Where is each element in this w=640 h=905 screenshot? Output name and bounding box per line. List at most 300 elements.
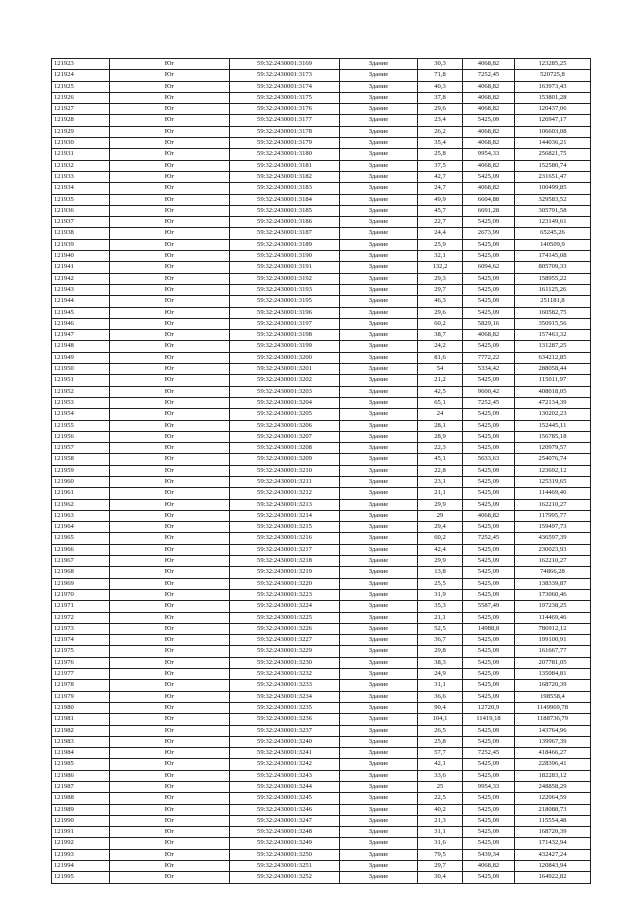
region-cell: Юг bbox=[110, 838, 230, 849]
region-cell: Юг bbox=[110, 352, 230, 363]
cadastral-value-cell: 100499,85 bbox=[515, 183, 591, 194]
cadastral-number-cell: 59:32:2430001:3180 bbox=[230, 149, 340, 160]
table-row bbox=[52, 510, 591, 521]
row-number-cell: 121960 bbox=[52, 476, 110, 487]
cadastral-number-cell: 59:32:2430001:3240 bbox=[230, 736, 340, 747]
table-row bbox=[52, 736, 591, 747]
cadastral-value-cell: 218088,73 bbox=[515, 804, 591, 815]
cadastral-number-cell: 59:32:2430001:3195 bbox=[230, 296, 340, 307]
object-type-cell: Здание bbox=[340, 251, 418, 262]
cadastral-value-cell: 162210,27 bbox=[515, 556, 591, 567]
region-cell: Юг bbox=[110, 397, 230, 408]
object-type-cell: Здание bbox=[340, 827, 418, 838]
area-cell: 21,3 bbox=[418, 815, 463, 826]
row-number-cell: 121963 bbox=[52, 510, 110, 521]
row-number-cell: 121976 bbox=[52, 657, 110, 668]
region-cell: Юг bbox=[110, 115, 230, 126]
region-cell: Юг bbox=[110, 138, 230, 149]
region-cell: Юг bbox=[110, 59, 230, 70]
area-cell: 31,9 bbox=[418, 589, 463, 600]
cadastral-value-cell: 153801,28 bbox=[515, 92, 591, 103]
area-cell: 21,1 bbox=[418, 488, 463, 499]
cadastral-number-cell: 59:32:2430001:3216 bbox=[230, 533, 340, 544]
cadastral-value-cell: 231651,47 bbox=[515, 171, 591, 182]
region-cell: Юг bbox=[110, 205, 230, 216]
cadastral-value-cell: 230023,93 bbox=[515, 544, 591, 555]
object-type-cell: Здание bbox=[340, 239, 418, 250]
area-cell: 29,7 bbox=[418, 861, 463, 872]
rate-cell: 7772,22 bbox=[463, 352, 515, 363]
object-type-cell: Здание bbox=[340, 375, 418, 386]
cadastral-value-cell: 157463,32 bbox=[515, 330, 591, 341]
area-cell: 104,1 bbox=[418, 714, 463, 725]
table-row bbox=[52, 601, 591, 612]
table-row bbox=[52, 533, 591, 544]
cadastral-value-cell: 117995,77 bbox=[515, 510, 591, 521]
row-number-cell: 121924 bbox=[52, 70, 110, 81]
region-cell: Юг bbox=[110, 160, 230, 171]
row-number-cell: 121927 bbox=[52, 104, 110, 115]
table-row bbox=[52, 171, 591, 182]
region-cell: Юг bbox=[110, 691, 230, 702]
object-type-cell: Здание bbox=[340, 601, 418, 612]
cadastral-number-cell: 59:32:2430001:3212 bbox=[230, 488, 340, 499]
cadastral-number-cell: 59:32:2430001:3226 bbox=[230, 623, 340, 634]
rate-cell: 5633,63 bbox=[463, 454, 515, 465]
row-number-cell: 121979 bbox=[52, 691, 110, 702]
table-row bbox=[52, 375, 591, 386]
object-type-cell: Здание bbox=[340, 872, 418, 883]
rate-cell: 4068,82 bbox=[463, 92, 515, 103]
area-cell: 49,9 bbox=[418, 194, 463, 205]
cadastral-number-cell: 59:32:2430001:3250 bbox=[230, 849, 340, 860]
cadastral-number-cell: 59:32:2430001:3193 bbox=[230, 284, 340, 295]
row-number-cell: 121986 bbox=[52, 770, 110, 781]
rate-cell: 4068,82 bbox=[463, 330, 515, 341]
table-row bbox=[52, 522, 591, 533]
rate-cell: 4068,82 bbox=[463, 138, 515, 149]
rate-cell: 5425,09 bbox=[463, 578, 515, 589]
area-cell: 40,3 bbox=[418, 81, 463, 92]
area-cell: 26,5 bbox=[418, 725, 463, 736]
object-type-cell: Здание bbox=[340, 476, 418, 487]
object-type-cell: Здание bbox=[340, 702, 418, 713]
table-row bbox=[52, 702, 591, 713]
region-cell: Юг bbox=[110, 736, 230, 747]
rate-cell: 4068,82 bbox=[463, 160, 515, 171]
object-type-cell: Здание bbox=[340, 488, 418, 499]
cadastral-number-cell: 59:32:2430001:3192 bbox=[230, 273, 340, 284]
region-cell: Юг bbox=[110, 702, 230, 713]
object-type-cell: Здание bbox=[340, 341, 418, 352]
table-row bbox=[52, 612, 591, 623]
cadastral-number-cell: 59:32:2430001:3225 bbox=[230, 612, 340, 623]
object-type-cell: Здание bbox=[340, 104, 418, 115]
table-row bbox=[52, 138, 591, 149]
object-type-cell: Здание bbox=[340, 770, 418, 781]
area-cell: 31,1 bbox=[418, 680, 463, 691]
object-type-cell: Здание bbox=[340, 431, 418, 442]
cadastral-value-cell: 115554,48 bbox=[515, 815, 591, 826]
cadastral-value-cell: 163973,43 bbox=[515, 81, 591, 92]
rate-cell: 5425,09 bbox=[463, 725, 515, 736]
area-cell: 33,6 bbox=[418, 770, 463, 781]
cadastral-number-cell: 59:32:2430001:3249 bbox=[230, 838, 340, 849]
table-row bbox=[52, 499, 591, 510]
row-number-cell: 121955 bbox=[52, 420, 110, 431]
table-row bbox=[52, 251, 591, 262]
rate-cell: 5425,09 bbox=[463, 657, 515, 668]
table-row bbox=[52, 476, 591, 487]
area-cell: 36,6 bbox=[418, 691, 463, 702]
row-number-cell: 121974 bbox=[52, 635, 110, 646]
object-type-cell: Здание bbox=[340, 296, 418, 307]
region-cell: Юг bbox=[110, 782, 230, 793]
table-row bbox=[52, 386, 591, 397]
region-cell: Юг bbox=[110, 556, 230, 567]
cadastral-number-cell: 59:32:2430001:3185 bbox=[230, 205, 340, 216]
cadastral-value-cell: 520725,8 bbox=[515, 70, 591, 81]
object-type-cell: Здание bbox=[340, 160, 418, 171]
cadastral-number-cell: 59:32:2430001:3251 bbox=[230, 861, 340, 872]
object-type-cell: Здание bbox=[340, 81, 418, 92]
row-number-cell: 121928 bbox=[52, 115, 110, 126]
row-number-cell: 121995 bbox=[52, 872, 110, 883]
row-number-cell: 121962 bbox=[52, 499, 110, 510]
row-number-cell: 121925 bbox=[52, 81, 110, 92]
region-cell: Юг bbox=[110, 578, 230, 589]
area-cell: 42,4 bbox=[418, 544, 463, 555]
row-number-cell: 121947 bbox=[52, 330, 110, 341]
object-type-cell: Здание bbox=[340, 804, 418, 815]
table-row bbox=[52, 352, 591, 363]
region-cell: Юг bbox=[110, 251, 230, 262]
object-type-cell: Здание bbox=[340, 759, 418, 770]
region-cell: Юг bbox=[110, 296, 230, 307]
table-row bbox=[52, 623, 591, 634]
row-number-cell: 121989 bbox=[52, 804, 110, 815]
region-cell: Юг bbox=[110, 239, 230, 250]
rate-cell: 5425,09 bbox=[463, 251, 515, 262]
area-cell: 60,2 bbox=[418, 318, 463, 329]
cadastral-number-cell: 59:32:2430001:3176 bbox=[230, 104, 340, 115]
region-cell: Юг bbox=[110, 307, 230, 318]
object-type-cell: Здание bbox=[340, 680, 418, 691]
rate-cell: 5425,09 bbox=[463, 465, 515, 476]
cadastral-value-cell: 159497,73 bbox=[515, 522, 591, 533]
row-number-cell: 121980 bbox=[52, 702, 110, 713]
area-cell: 37,8 bbox=[418, 92, 463, 103]
area-cell: 29 bbox=[418, 510, 463, 521]
rate-cell: 5334,42 bbox=[463, 364, 515, 375]
object-type-cell: Здание bbox=[340, 544, 418, 555]
region-cell: Юг bbox=[110, 601, 230, 612]
table-row bbox=[52, 59, 591, 70]
object-type-cell: Здание bbox=[340, 420, 418, 431]
area-cell: 31,6 bbox=[418, 838, 463, 849]
rate-cell: 5425,09 bbox=[463, 691, 515, 702]
cadastral-value-cell: 248858,29 bbox=[515, 782, 591, 793]
rate-cell: 5425,09 bbox=[463, 522, 515, 533]
rate-cell: 5425,09 bbox=[463, 589, 515, 600]
table-row bbox=[52, 567, 591, 578]
row-number-cell: 121973 bbox=[52, 623, 110, 634]
row-number-cell: 121944 bbox=[52, 296, 110, 307]
cadastral-number-cell: 59:32:2430001:3235 bbox=[230, 702, 340, 713]
table-row bbox=[52, 714, 591, 725]
area-cell: 22,8 bbox=[418, 465, 463, 476]
object-type-cell: Здание bbox=[340, 262, 418, 273]
object-type-cell: Здание bbox=[340, 397, 418, 408]
row-number-cell: 121931 bbox=[52, 149, 110, 160]
area-cell: 71,8 bbox=[418, 70, 463, 81]
rate-cell: 4068,82 bbox=[463, 81, 515, 92]
rate-cell: 4068,82 bbox=[463, 183, 515, 194]
row-number-cell: 121937 bbox=[52, 217, 110, 228]
object-type-cell: Здание bbox=[340, 126, 418, 137]
row-number-cell: 121982 bbox=[52, 725, 110, 736]
row-number-cell: 121957 bbox=[52, 443, 110, 454]
row-number-cell: 121964 bbox=[52, 522, 110, 533]
row-number-cell: 121994 bbox=[52, 861, 110, 872]
cadastral-value-cell: 634212,85 bbox=[515, 352, 591, 363]
object-type-cell: Здание bbox=[340, 386, 418, 397]
cadastral-number-cell: 59:32:2430001:3237 bbox=[230, 725, 340, 736]
object-type-cell: Здание bbox=[340, 612, 418, 623]
cadastral-value-cell: 171432,94 bbox=[515, 838, 591, 849]
cadastral-value-cell: 182283,12 bbox=[515, 770, 591, 781]
table-row bbox=[52, 465, 591, 476]
row-number-cell: 121984 bbox=[52, 748, 110, 759]
area-cell: 24,4 bbox=[418, 228, 463, 239]
row-number-cell: 121953 bbox=[52, 397, 110, 408]
rate-cell: 5425,09 bbox=[463, 804, 515, 815]
cadastral-number-cell: 59:32:2430001:3202 bbox=[230, 375, 340, 386]
row-number-cell: 121935 bbox=[52, 194, 110, 205]
table-row bbox=[52, 126, 591, 137]
region-cell: Юг bbox=[110, 217, 230, 228]
table-row bbox=[52, 578, 591, 589]
region-cell: Юг bbox=[110, 104, 230, 115]
object-type-cell: Здание bbox=[340, 318, 418, 329]
row-number-cell: 121983 bbox=[52, 736, 110, 747]
cadastral-value-cell: 144036,21 bbox=[515, 138, 591, 149]
cadastral-number-cell: 59:32:2430001:3174 bbox=[230, 81, 340, 92]
rate-cell: 5439,34 bbox=[463, 849, 515, 860]
cadastral-number-cell: 59:32:2430001:3198 bbox=[230, 330, 340, 341]
object-type-cell: Здание bbox=[340, 92, 418, 103]
rate-cell: 9600,42 bbox=[463, 386, 515, 397]
region-cell: Юг bbox=[110, 364, 230, 375]
table-row bbox=[52, 815, 591, 826]
table-row bbox=[52, 748, 591, 759]
object-type-cell: Здание bbox=[340, 646, 418, 657]
rate-cell: 5425,09 bbox=[463, 375, 515, 386]
area-cell: 28,9 bbox=[418, 431, 463, 442]
cadastral-number-cell: 59:32:2430001:3248 bbox=[230, 827, 340, 838]
cadastral-value-cell: 126947,17 bbox=[515, 115, 591, 126]
region-cell: Юг bbox=[110, 70, 230, 81]
cadastral-number-cell: 59:32:2430001:3230 bbox=[230, 657, 340, 668]
object-type-cell: Здание bbox=[340, 330, 418, 341]
table-row bbox=[52, 431, 591, 442]
cadastral-value-cell: 123149,61 bbox=[515, 217, 591, 228]
cadastral-number-cell: 59:32:2430001:3182 bbox=[230, 171, 340, 182]
cadastral-value-cell: 350915,56 bbox=[515, 318, 591, 329]
cadastral-number-cell: 59:32:2430001:3217 bbox=[230, 544, 340, 555]
region-cell: Юг bbox=[110, 171, 230, 182]
cadastral-number-cell: 59:32:2430001:3199 bbox=[230, 341, 340, 352]
row-number-cell: 121966 bbox=[52, 544, 110, 555]
cadastral-number-cell: 59:32:2430001:3178 bbox=[230, 126, 340, 137]
rate-cell: 12720,9 bbox=[463, 702, 515, 713]
cadastral-value-cell: 305791,58 bbox=[515, 205, 591, 216]
cadastral-value-cell: 254076,74 bbox=[515, 454, 591, 465]
row-number-cell: 121970 bbox=[52, 589, 110, 600]
row-number-cell: 121991 bbox=[52, 827, 110, 838]
object-type-cell: Здание bbox=[340, 364, 418, 375]
object-type-cell: Здание bbox=[340, 782, 418, 793]
region-cell: Юг bbox=[110, 623, 230, 634]
rate-cell: 5587,49 bbox=[463, 601, 515, 612]
cadastral-value-cell: 1149969,78 bbox=[515, 702, 591, 713]
rate-cell: 5425,09 bbox=[463, 273, 515, 284]
table-row bbox=[52, 160, 591, 171]
area-cell: 38,3 bbox=[418, 657, 463, 668]
area-cell: 21,2 bbox=[418, 375, 463, 386]
cadastral-number-cell: 59:32:2430001:3179 bbox=[230, 138, 340, 149]
cadastral-value-cell: 418466,27 bbox=[515, 748, 591, 759]
area-cell: 40,2 bbox=[418, 804, 463, 815]
cadastral-value-cell: 106603,08 bbox=[515, 126, 591, 137]
cadastral-value-cell: 432427,24 bbox=[515, 849, 591, 860]
rate-cell: 5425,09 bbox=[463, 171, 515, 182]
row-number-cell: 121965 bbox=[52, 533, 110, 544]
cadastral-value-cell: 198558,4 bbox=[515, 691, 591, 702]
cadastral-number-cell: 59:32:2430001:3241 bbox=[230, 748, 340, 759]
area-cell: 25,9 bbox=[418, 239, 463, 250]
table-row bbox=[52, 770, 591, 781]
cadastral-value-cell: 139967,39 bbox=[515, 736, 591, 747]
cadastral-value-cell: 472134,39 bbox=[515, 397, 591, 408]
rate-cell: 5425,09 bbox=[463, 815, 515, 826]
object-type-cell: Здание bbox=[340, 284, 418, 295]
cadastral-value-cell: 228396,41 bbox=[515, 759, 591, 770]
region-cell: Юг bbox=[110, 92, 230, 103]
table-row bbox=[52, 228, 591, 239]
object-type-cell: Здание bbox=[340, 454, 418, 465]
row-number-cell: 121972 bbox=[52, 612, 110, 623]
region-cell: Юг bbox=[110, 589, 230, 600]
region-cell: Юг bbox=[110, 81, 230, 92]
cadastral-value-cell: 130202,23 bbox=[515, 409, 591, 420]
region-cell: Юг bbox=[110, 420, 230, 431]
cadastral-number-cell: 59:32:2430001:3190 bbox=[230, 251, 340, 262]
cadastral-value-cell: 161125,26 bbox=[515, 284, 591, 295]
cadastral-number-cell: 59:32:2430001:3236 bbox=[230, 714, 340, 725]
object-type-cell: Здание bbox=[340, 217, 418, 228]
rate-cell: 6094,62 bbox=[463, 262, 515, 273]
cadastral-number-cell: 59:32:2430001:3203 bbox=[230, 386, 340, 397]
object-type-cell: Здание bbox=[340, 748, 418, 759]
table-row bbox=[52, 330, 591, 341]
cadastral-value-cell: 161667,77 bbox=[515, 646, 591, 657]
area-cell: 22,3 bbox=[418, 443, 463, 454]
region-cell: Юг bbox=[110, 318, 230, 329]
area-cell: 35,3 bbox=[418, 601, 463, 612]
object-type-cell: Здание bbox=[340, 409, 418, 420]
table-row bbox=[52, 556, 591, 567]
area-cell: 24,9 bbox=[418, 669, 463, 680]
row-number-cell: 121990 bbox=[52, 815, 110, 826]
rate-cell: 5425,09 bbox=[463, 793, 515, 804]
region-cell: Юг bbox=[110, 669, 230, 680]
area-cell: 29,7 bbox=[418, 284, 463, 295]
cadastral-number-cell: 59:32:2430001:3177 bbox=[230, 115, 340, 126]
cadastral-value-cell: 408018,05 bbox=[515, 386, 591, 397]
row-number-cell: 121939 bbox=[52, 239, 110, 250]
region-cell: Юг bbox=[110, 262, 230, 273]
cadastral-number-cell: 59:32:2430001:3207 bbox=[230, 431, 340, 442]
rate-cell: 2673,99 bbox=[463, 228, 515, 239]
region-cell: Юг bbox=[110, 443, 230, 454]
rate-cell: 5425,09 bbox=[463, 612, 515, 623]
region-cell: Юг bbox=[110, 793, 230, 804]
area-cell: 30,4 bbox=[418, 872, 463, 883]
table-row bbox=[52, 296, 591, 307]
row-number-cell: 121958 bbox=[52, 454, 110, 465]
region-cell: Юг bbox=[110, 454, 230, 465]
cadastral-number-cell: 59:32:2430001:3201 bbox=[230, 364, 340, 375]
rate-cell: 5425,09 bbox=[463, 307, 515, 318]
area-cell: 25,8 bbox=[418, 736, 463, 747]
area-cell: 29,8 bbox=[418, 646, 463, 657]
object-type-cell: Здание bbox=[340, 205, 418, 216]
region-cell: Юг bbox=[110, 657, 230, 668]
row-number-cell: 121941 bbox=[52, 262, 110, 273]
cadastral-value-cell: 156785,18 bbox=[515, 431, 591, 442]
region-cell: Юг bbox=[110, 476, 230, 487]
cadastral-number-cell: 59:32:2430001:3205 bbox=[230, 409, 340, 420]
rate-cell: 5425,09 bbox=[463, 736, 515, 747]
cadastral-value-cell: 256821,75 bbox=[515, 149, 591, 160]
rate-cell: 14988,8 bbox=[463, 623, 515, 634]
cadastral-value-cell: 329583,52 bbox=[515, 194, 591, 205]
rate-cell: 5425,09 bbox=[463, 409, 515, 420]
row-number-cell: 121969 bbox=[52, 578, 110, 589]
region-cell: Юг bbox=[110, 770, 230, 781]
table-row bbox=[52, 284, 591, 295]
rate-cell: 5425,09 bbox=[463, 217, 515, 228]
row-number-cell: 121967 bbox=[52, 556, 110, 567]
area-cell: 45,1 bbox=[418, 454, 463, 465]
object-type-cell: Здание bbox=[340, 138, 418, 149]
cadastral-value-cell: 168720,39 bbox=[515, 827, 591, 838]
rate-cell: 5425,09 bbox=[463, 544, 515, 555]
row-number-cell: 121929 bbox=[52, 126, 110, 137]
object-type-cell: Здание bbox=[340, 171, 418, 182]
cadastral-number-cell: 59:32:2430001:3229 bbox=[230, 646, 340, 657]
cadastral-value-cell: 152445,11 bbox=[515, 420, 591, 431]
cadastral-number-cell: 59:32:2430001:3211 bbox=[230, 476, 340, 487]
object-type-cell: Здание bbox=[340, 510, 418, 521]
cadastral-number-cell: 59:32:2430001:3200 bbox=[230, 352, 340, 363]
table-row bbox=[52, 443, 591, 454]
row-number-cell: 121938 bbox=[52, 228, 110, 239]
object-type-cell: Здание bbox=[340, 815, 418, 826]
region-cell: Юг bbox=[110, 126, 230, 137]
object-type-cell: Здание bbox=[340, 465, 418, 476]
